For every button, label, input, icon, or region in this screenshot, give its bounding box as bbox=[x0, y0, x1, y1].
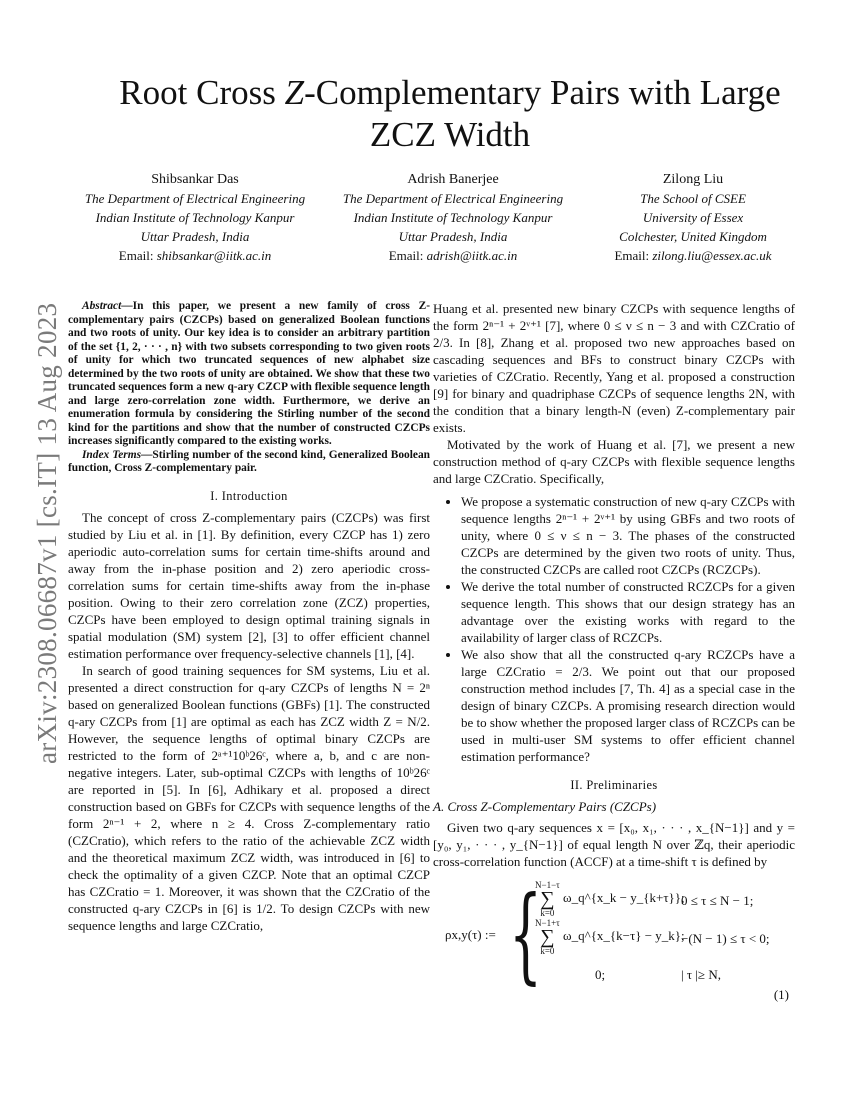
author-place: Uttar Pradesh, India bbox=[140, 229, 250, 244]
author-place: Uttar Pradesh, India bbox=[398, 229, 508, 244]
author-name: Shibsankar Das bbox=[151, 172, 239, 187]
index-terms-text: —Stirling number of the second kind, Generalized Boolean function, Cross Z-complementary pair. bbox=[68, 448, 430, 474]
index-terms-label: Index Terms bbox=[82, 448, 142, 461]
author-email[interactable]: shibsankar@iitk.ac.in bbox=[156, 248, 272, 263]
equation-case-3: 0; | τ |≥ N, bbox=[595, 967, 721, 982]
author-dept: The School of CSEE bbox=[640, 191, 746, 206]
author-name: Adrish Banerjee bbox=[407, 172, 499, 187]
author-inst: University of Essex bbox=[642, 210, 744, 225]
abstract-label: Abstract bbox=[82, 300, 122, 312]
author-email-line: Email: adrish@iitk.ac.in bbox=[388, 248, 518, 263]
author-block-3 bbox=[586, 170, 800, 265]
author-dept: The Department of Electrical Engineering bbox=[342, 191, 564, 206]
author-inst: Indian Institute of Technology Kanpur bbox=[353, 210, 553, 225]
left-column bbox=[68, 300, 430, 934]
title-part2: -Complementary Pairs with Large bbox=[304, 73, 781, 112]
author-name: Zilong Liu bbox=[662, 172, 724, 187]
equation-brace: { bbox=[509, 873, 543, 995]
title-line2: ZCZ Width bbox=[369, 115, 531, 154]
contribution-item: • We propose a systematic construction of new q-ary CZCPs with sequence lengths 2ⁿ⁻¹ + 2ᵛ⁺¹ by using GBFs and two roots of unity, where 0 ≤ ν ≤ n − 3. The phases of the constructed CZCPs are determined by the given two roots of unity. Thus, the constructed CZCPs are called root CZCPs (RCZCPs). bbox=[461, 493, 795, 578]
section-heading-preliminaries: II. Preliminaries bbox=[570, 778, 658, 792]
author-email[interactable]: adrish@iitk.ac.in bbox=[426, 248, 518, 263]
title-part1: Root Cross bbox=[119, 73, 285, 112]
equation-lhs: ρx,y(τ) := bbox=[445, 927, 496, 942]
equation-number: (1) bbox=[773, 987, 789, 1002]
subsection-heading-czcp: A. Cross Z-Complementary Pairs (CZCPs) bbox=[433, 799, 657, 814]
contribution-item: • We also show that all the constructed q-ary RCZCPs have a large CZCratio = 2/3. We point out that our proposed construction method includes [7, Th. 4] as a special case in the design of binary CZCPs. A promising research direction would be to show whether the proposed larger class of RCZCPs can be used in multi-user SM systems to offer efficient channel estimation performance? bbox=[461, 646, 795, 765]
paper-title bbox=[70, 72, 830, 156]
intro-paragraph-4: Motivated by the work of Huang et al. [7], we present a new construction method of q-ary CZCPs with flexible sequence lengths and large CZCratio. Specifically, bbox=[433, 437, 795, 486]
author-block-1 bbox=[72, 170, 318, 265]
author-email-line: Email: zilong.liu@essex.ac.uk bbox=[614, 248, 772, 263]
author-block-2 bbox=[330, 170, 576, 265]
right-column bbox=[433, 300, 795, 1002]
title-z: Z bbox=[284, 73, 305, 112]
arxiv-id-text: arXiv:2308.06687v1 [cs.IT] 13 Aug 2023 bbox=[32, 302, 62, 764]
equation-accf bbox=[433, 873, 795, 1002]
intro-paragraph-2: In search of good training sequences for SM systems, Liu et al. presented a direct construction for q-ary CZCPs of lengths N = 2ⁿ based on generalized Boolean functions (GBFs) [1]. The constructed q-ary CZCPs from [1] are optimal as each has ZCZ width Z = N/2. However, the sequence lengths of optimal binary CZCPs are restricted to the form of 2ᵃ⁺¹10ᵇ26ᶜ, where a, b, and c are non-negative integers. Later, sub-optimal CZCPs with lengths of 10ᵇ26ᶜ are reported in [5]. In [6], Adhikary et al. proposed a direct construction based on GBFs for CZCPs with sequence lengths of the form 2ⁿ⁻¹ + 2, where n ≥ 4. Cross Z-complementary ratio (CZCratio), which refers to the ratio of the achievable ZCZ width and the theoretical maximum ZCZ width, was introduced in [6] to check the optimality of a given CZCP. Note that an optimal CZCP has CZCratio = 1. Moreover, it was shown that the CZCratio of the constructed q-ary CZCPs in [6] is 1/2. To design CZCPs with new sequence lengths and large CZCratio, bbox=[68, 662, 430, 933]
author-place: Colchester, United Kingdom bbox=[619, 229, 767, 244]
author-email[interactable]: zilong.liu@essex.ac.uk bbox=[652, 248, 772, 263]
author-email-line: Email: shibsankar@iitk.ac.in bbox=[118, 248, 272, 263]
equation-case-1: N−1−τ ∑ k=0 ω_q^{x_k − y_{k+τ}}; 0 ≤ τ ≤ N − 1; bbox=[535, 880, 754, 918]
abstract bbox=[68, 300, 430, 449]
contribution-item: • We derive the total number of constructed RCZCPs for a given sequence length. This shows that our design strategy has an advantage over the existing works with regard to the availability of larger class of RCZCPs. bbox=[461, 578, 795, 646]
index-terms bbox=[68, 449, 430, 476]
prelim-paragraph-1: Given two q-ary sequences x = [x₀, x₁, · · · , x_{N−1}] and y = [y₀, y₁, · · · , y_{N−1}] of equal length N over ℤq, their aperiodic cross-correlation function (ACCF) at a time-shift τ is defined by bbox=[433, 820, 795, 869]
author-dept: The Department of Electrical Engineering bbox=[84, 191, 306, 206]
intro-paragraph-1: The concept of cross Z-complementary pairs (CZCPs) was first studied by Liu et al. in [1]. By definition, every CZCP has 1) zero aperiodic auto-correlation sums for certain time-shifts around and away from the in-phase position and 2) zero aperiodic cross-correlation sums for certain time-shifts away from the in-phase position. Owing to their zero correlation zone (ZCZ) properties, CZCPs have been employed to design optimal training signals in spatial modulation (SM) system [2], [3] to offer efficient channel estimation performance over frequency-selective channels [1], [4]. bbox=[68, 509, 430, 661]
author-inst: Indian Institute of Technology Kanpur bbox=[95, 210, 295, 225]
arxiv-side-identifier bbox=[26, 268, 62, 768]
section-heading-introduction: I. Introduction bbox=[210, 488, 288, 503]
equation-case-2: N−1+τ ∑ k=0 ω_q^{x_{k−τ} − y_k}; −(N − 1) ≤ τ < 0; bbox=[535, 918, 770, 956]
intro-paragraph-3: Huang et al. presented new binary CZCPs with sequence lengths of the form 2ⁿ⁻¹ + 2ᵛ⁺¹ [7], where 0 ≤ ν ≤ n − 3 and with CZCratio of 2/3. In [8], Zhang et al. proposed two new approaches based on cascading sequences and BFs to construct binary CZCPs with varieties of CZCratio. Recently, Yang et al. proposed a construction [9] for binary and quadriphase CZCPs of sequence lengths 2N, with the condition that a binary length-N (even) Z-complementary pair exists. bbox=[433, 301, 795, 435]
contribution-list bbox=[433, 493, 795, 765]
abstract-text: —In this paper, we present a new family of cross Z-complementary pairs (CZCPs) based on generalized Boolean functions and two roots of unity. Our key idea is to consider an arbitrary partition of the set {1, 2, · · · , n} with two subsets corresponding to two given roots of unity for which two truncated sequences of new alphabet size determined by the two roots of unity are obtained. We show that these two truncated sequences form a new q-ary CZCP with flexible sequence length and large zero-correlation zone width. Furthermore, we derive an enumeration formula by considering the Stirling number of the second kind for the partitions and show that the number of constructed CZCPs increases significantly compared to the existing works. bbox=[68, 300, 430, 447]
